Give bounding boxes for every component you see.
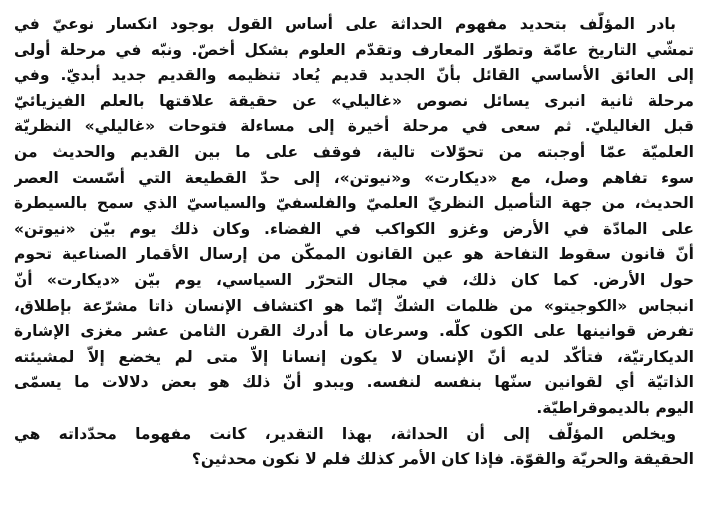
text-line: اليوم بالديموقراطيّة. [536, 398, 694, 417]
paragraph-2 [14, 422, 694, 473]
text-line: أنّ قانون سقوط التفاحة هو عين القانون الممكّن من إرسال الأقمار الصناعية تحوم [14, 245, 694, 264]
text-line: إلى العائق الأساسي القائل بأنّ الجديد قديم يُعاد تنظيمه والقديم جديد أبديّ. وفي [14, 66, 694, 85]
text-line: قبل الغاليليّ. ثم سعى في مرحلة أخيرة إلى مساءلة فتوحات «غاليلي» النظريّة [14, 117, 694, 136]
text-line: الديكارتيّة، فتأكّد لديه أنّ الإنسان لا يكون إنسانا إلاّ متى لم يخضع إلاّ لمشيئته [14, 347, 694, 366]
text-line: تفرض قوانينها على الكون كلّه. وسرعان ما أدرك القرن الثامن عشر مغزى الإشارة [14, 322, 694, 341]
text-line: على المادّة في الأرض وغزو الكواكب في الفضاء. وكان ذلك يوم بيّن «نيوتن» [14, 219, 694, 238]
text-line: الذاتيّة أي لقوانين سنّها بنفسه لنفسه. ويبدو أنّ ذلك هو بعض دلالات ما يسمّى [14, 373, 694, 392]
text-line: مرحلة ثانية انبرى يسائل نصوص «غاليلي» عن حقيقة علاقتها بالعلم الفيزيائيّ [14, 91, 694, 110]
text-line: الحقيقة والحريّة والقوّة. فإذا كان الأمر كذلك فلم لا نكون محدثين؟ [191, 450, 694, 469]
paragraph-1 [14, 12, 694, 422]
text-line: تمشّي التاريخ عامّة وتطوّر المعارف وتقدّم العلوم بشكل أخصّ. ونبّه في مرحلة أولى [14, 40, 694, 59]
text-line: الحديث، من جهة التأصيل النظريّ العلميّ والفلسفيّ والسياسيّ الذي سمح بالسيطرة [14, 194, 694, 213]
text-line: العلميّة عمّا أوجبته من تحوّلات تالية، فوقف على ما بين القديم والحديث من [14, 142, 694, 161]
text-line: بادر المؤلّف بتحديد مفهوم الحداثة على أساس القول بوجود انكسار نوعيّ في [14, 15, 676, 33]
text-line: سوء تفاهم وصل، مع «ديكارت» و«نيوتن»، إلى حدّ القطيعة التي أسّست العصر [14, 168, 694, 187]
text-line: ويخلص المؤلّف إلى أن الحداثة، بهذا التقدير، كانت مفهوما محدّداته هي [14, 424, 676, 443]
text-line: انبجاس «الكوجيتو» من ظلمات الشكّ إنّما هو اكتشاف الإنسان ذاتا مشرّعة بإطلاق، [14, 296, 694, 315]
text-line: حول الأرض. كما كان ذلك، في مجال التحرّر السياسي، يوم بيّن «ديكارت» أنّ [14, 270, 694, 289]
